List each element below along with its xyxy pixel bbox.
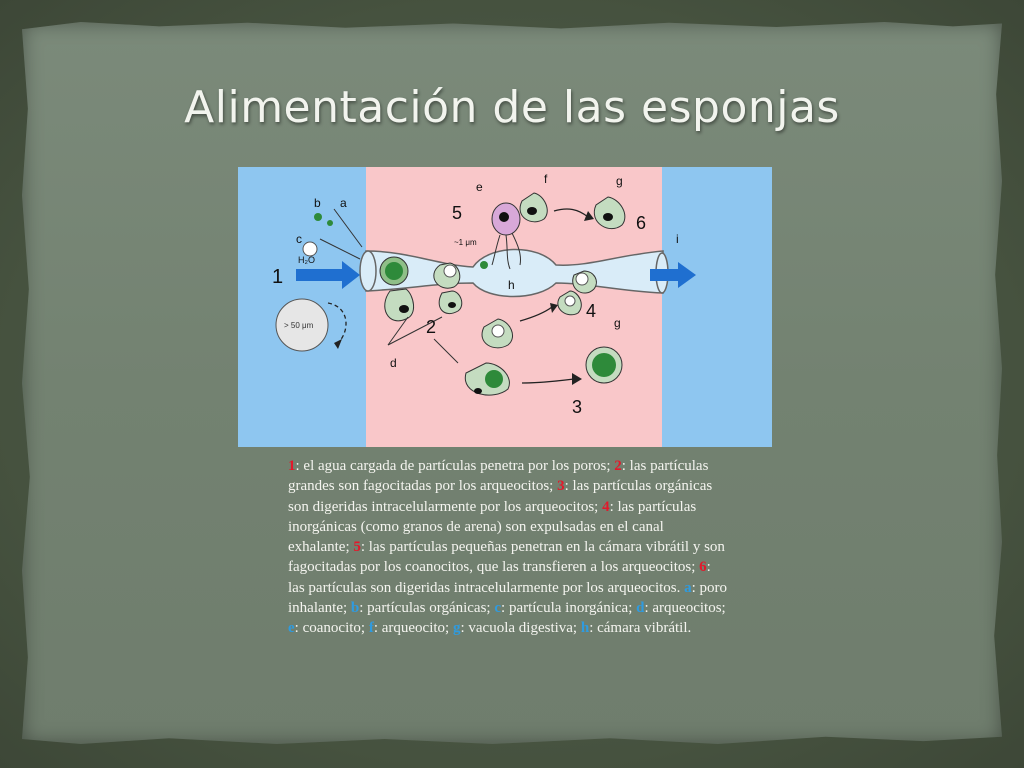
caption-number: 3	[557, 478, 565, 495]
label-a: a	[340, 196, 347, 210]
caption-number: 5	[353, 539, 361, 556]
label-n2: 2	[426, 317, 437, 337]
caption-text: : las partículas son digeridas intracelularmente por los arqueocitos.	[288, 559, 711, 596]
caption-letter: d	[636, 600, 645, 617]
caption-text: : coanocito;	[294, 620, 369, 637]
label-f: f	[544, 172, 548, 186]
caption-letter: a	[684, 579, 692, 596]
caption-number: 6	[699, 559, 707, 576]
caption-text: : arqueocitos;	[644, 600, 726, 617]
sponge-feeding-diagram	[238, 167, 772, 447]
outside-water-right	[662, 167, 772, 447]
label-b: b	[314, 196, 321, 210]
caption-text: : arqueocito;	[373, 620, 453, 637]
label-n5: 5	[452, 203, 463, 223]
caption-text: : las partículas orgánicas son digeridas intracelularmente por los arqueocitos;	[288, 478, 713, 515]
caption-letter: g	[452, 620, 461, 637]
caption-text: : las partículas pequeñas penetran en la cámara vibrátil y son fagocitadas por los coanocitos, que las transfieren a los arqueocitos;	[288, 539, 725, 576]
caption-text: : el agua cargada de partículas penetra por los poros;	[295, 458, 615, 474]
figure-caption	[288, 456, 728, 639]
label-h: h	[508, 278, 515, 292]
label-n1: 1	[272, 266, 284, 288]
label-i: i	[676, 232, 679, 246]
label-c: c	[296, 232, 302, 246]
caption-text: : las partículas grandes son fagocitadas por los arqueocitos;	[288, 458, 709, 495]
caption-letter: e	[288, 620, 295, 637]
caption-letter: c	[494, 600, 502, 617]
caption-number: 1	[288, 458, 296, 474]
label-g-bottom: g	[614, 316, 621, 330]
label-n4: 4	[586, 301, 597, 321]
caption-text: : partícula inorgánica;	[501, 600, 637, 617]
caption-text: : partículas orgánicas;	[359, 600, 495, 617]
inhalant-pore	[360, 251, 376, 291]
caption-text: : vacuola digestiva;	[460, 620, 581, 637]
caption-text: : cámara vibrátil.	[589, 620, 692, 637]
slide-title: Alimentación de las esponjas	[184, 82, 840, 133]
label-g-top: g	[616, 174, 623, 188]
caption-text: : las partículas inorgánicas (como granos de arena) son expulsadas en el canal exhalante;	[288, 498, 697, 556]
caption-text: : poro inhalante;	[288, 579, 728, 617]
label-e: e	[476, 180, 483, 194]
caption-number: 4	[602, 498, 610, 515]
label-size-small: ~1 μm	[454, 238, 477, 247]
caption-letter: f	[368, 620, 374, 637]
label-h2o: H₂O	[298, 255, 315, 265]
label-size-big: > 50 μm	[284, 321, 314, 330]
caption-letter: b	[350, 600, 360, 617]
caption-letter: h	[580, 620, 590, 637]
label-d: d	[390, 356, 397, 370]
caption-number: 2	[614, 458, 622, 474]
label-n6: 6	[636, 213, 647, 233]
label-n3: 3	[572, 397, 583, 417]
